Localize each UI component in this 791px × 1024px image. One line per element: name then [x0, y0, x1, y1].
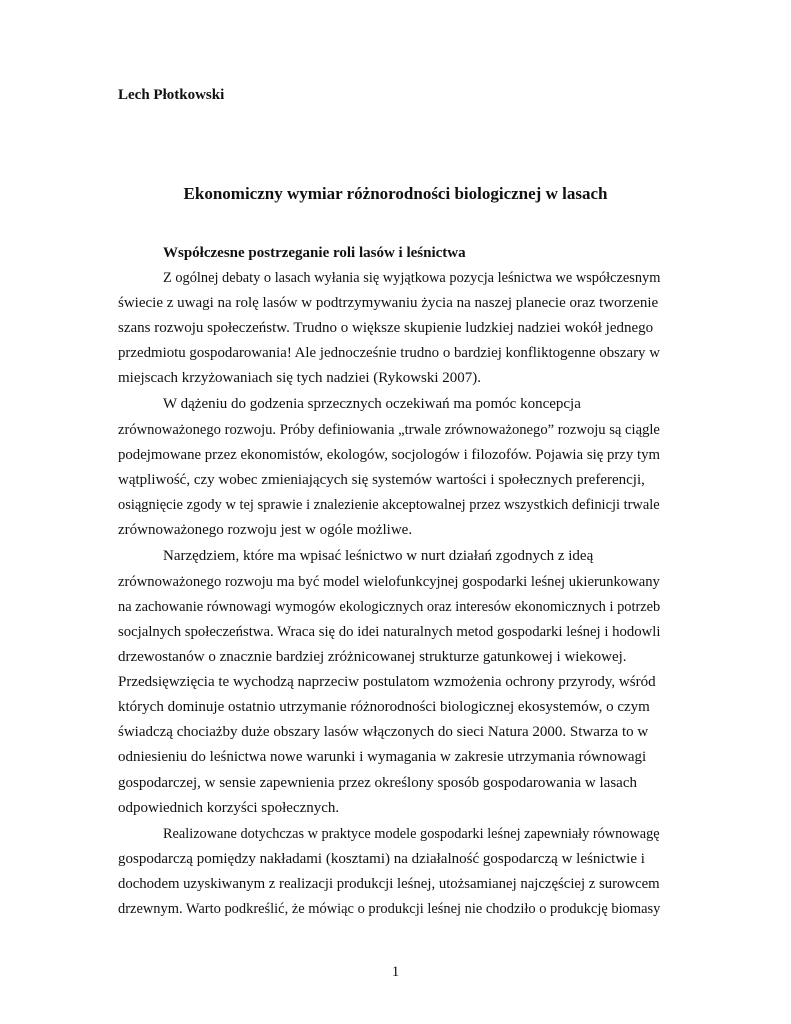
- text-line: wątpliwość, czy wobec zmieniających się systemów wartości i społecznych preferencji,: [118, 472, 645, 488]
- text-line: dochodem uzyskiwanym z realizacji produkcji leśnej, utożsamianej najczęściej z surowcem: [118, 876, 660, 892]
- text-line: gospodarczą pomiędzy nakładami (kosztami) na działalność gospodarczą w leśnictwie i: [118, 851, 645, 867]
- text-line: świecie z uwagi na rolę lasów w podtrzymywaniu życia na naszej planecie oraz tworzenie: [118, 295, 659, 311]
- text-line: odpowiednich korzyści społecznych.: [118, 800, 340, 816]
- author-name: Lech Płotkowski: [118, 87, 225, 103]
- text-line: miejscach krzyżowaniach się tych nadziei (Rykowski 2007).: [118, 370, 482, 386]
- text-line: Narzędziem, które ma wpisać leśnictwo w nurt działań zgodnych z ideą: [163, 548, 594, 564]
- text-line: zrównoważonego rozwoju jest w ogóle możliwe.: [118, 522, 413, 538]
- text-line: świadczą chociażby duże obszary lasów włączonych do sieci Natura 2000. Stwarza to w: [118, 724, 649, 740]
- text-line: Przedsięwzięcia te wychodzą naprzeciw postulatom wzmożenia ochrony przyrody, wśród: [118, 674, 656, 690]
- text-line: przedmiotu gospodarowania! Ale jednocześnie trudno o bardziej konfliktogenne obszary w: [118, 345, 660, 361]
- text-line: socjalnych społeczeństwa. Wraca się do idei naturalnych metod gospodarki leśnej i hodowli: [118, 624, 661, 640]
- text-line: osiągnięcie zgody w tej sprawie i znalezienie akceptowalnej przez wszystkich definicji trwale: [118, 497, 660, 513]
- text-line: szans rozwoju społeczeństw. Trudno o większe skupienie ludzkiej nadziei wokół jednego: [118, 320, 654, 336]
- section-heading: Współczesne postrzeganie roli lasów i leśnictwa: [163, 245, 466, 261]
- text-line: na zachowanie równowagi wymogów ekologicznych oraz interesów ekonomicznych i potrzeb: [118, 599, 661, 615]
- text-line: Z ogólnej debaty o lasach wyłania się wyjątkowa pozycja leśnictwa we współczesnym: [163, 270, 661, 286]
- text-line: drzewostanów o znacznie bardziej zróżnicowanej strukturze gatunkowej i wiekowej.: [118, 649, 627, 665]
- text-line: drzewnym. Warto podkreślić, że mówiąc o produkcji leśnej nie chodziło o produkcję biomasy: [118, 901, 661, 917]
- text-line: W dążeniu do godzenia sprzecznych oczekiwań ma pomóc koncepcja: [163, 396, 581, 412]
- page-number: 1: [391, 964, 400, 980]
- text-line: podejmowane przez ekonomistów, ekologów, socjologów i filozofów. Pojawia się przy tym: [118, 447, 661, 463]
- text-line: odniesieniu do leśnictwa nowe warunki i wymagania w zakresie utrzymania równowagi: [118, 749, 647, 765]
- text-line: zrównoważonego rozwoju ma być model wielofunkcyjnej gospodarki leśnej ukierunkowany: [118, 574, 660, 590]
- text-line: Realizowane dotychczas w praktyce modele gospodarki leśnej zapewniały równowagę: [163, 826, 660, 842]
- document-title: Ekonomiczny wymiar różnorodności biologicznej w lasach: [183, 184, 608, 203]
- text-line: zrównoważonego rozwoju. Próby definiowania „trwale zrównoważonego” rozwoju są ciągle: [118, 422, 660, 438]
- text-line: gospodarczej, w sensie zapewnienia przez określony sposób gospodarowania w lasach: [118, 775, 637, 791]
- text-line: których dominuje ostatnio utrzymanie różnorodności biologicznej ekosystemów, o czym: [118, 699, 650, 715]
